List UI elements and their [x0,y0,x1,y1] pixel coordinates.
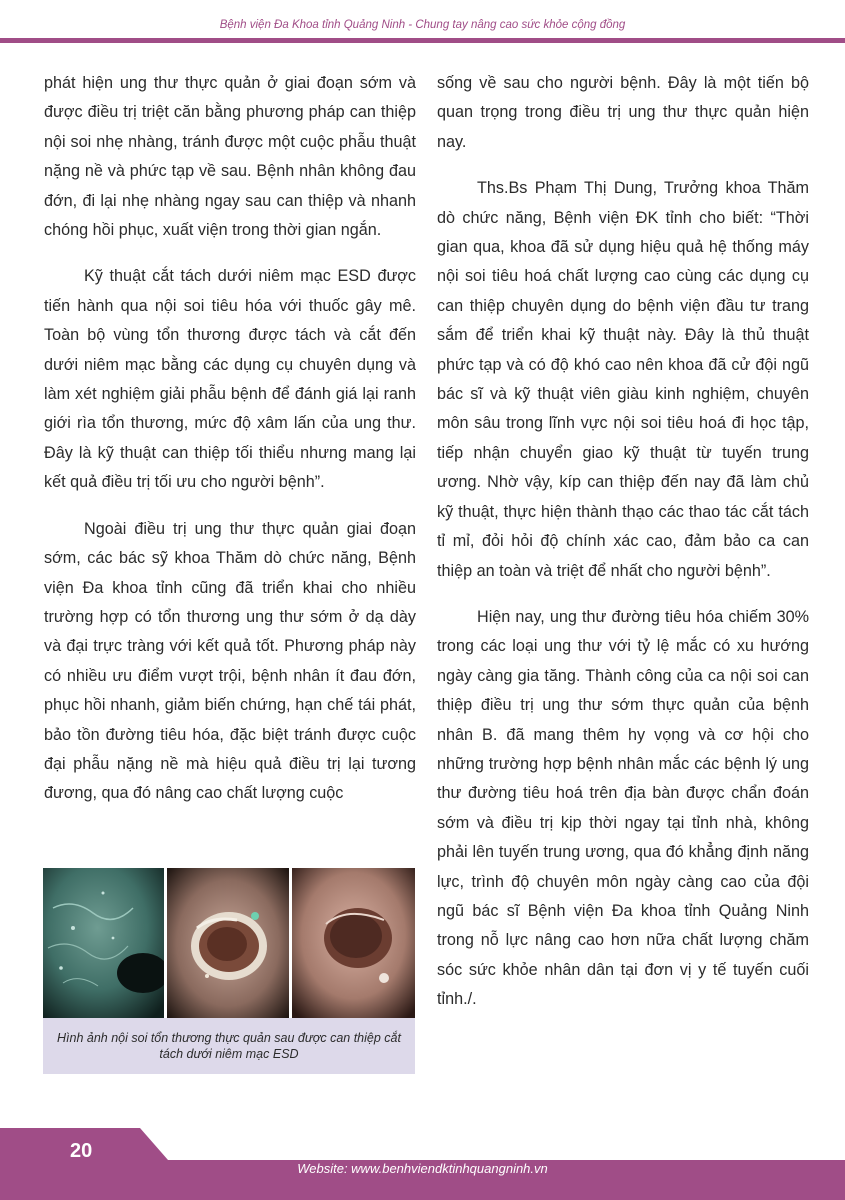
left-column [44,69,416,826]
caption-box [43,1018,415,1074]
paragraph: Ths.Bs Phạm Thị Dung, Trưởng khoa Thăm dò chức năng, Bệnh viện ĐK tỉnh cho biết: “Thời gian qua, khoa đã sử dụng hiệu quả hệ thống máy nội soi tiêu hoá chất lượng cao cùng các dụng cụ can thiệp chuyên dụng do bệnh viện đầu tư trang sắm để triển khai kỹ thuật này. Đây là thủ thuật phức tạp và có độ khó cao nên khoa đã cử đội ngũ bác sĩ và kỹ thuật viên giàu kinh nghiệm, chuyên môn sâu trong lĩnh vực nội soi tiêu hoá đi học tập, tiếp nhận chuyển giao kỹ thuật từ tuyến trung ương. Nhờ vậy, kíp can thiệp đến nay đã làm chủ kỹ thuật, thực hiện thành thạo các thao tác cắt tách tỉ mỉ, đỏi hỏi độ chính xác cao, đảm bảo ca can thiệp an toàn và triệt để nhất cho người bệnh”. [437,179,809,580]
paragraph: Ngoài điều trị ung thư thực quản giai đoạn sớm, các bác sỹ khoa Thăm dò chức năng, Bệnh viện Đa khoa tỉnh cũng đã triển khai cho nhiều trường hợp có tổn thương ung thư sớm ở dạ dày và đại trực tràng với kết quả tốt. Phương pháp này có nhiều ưu điểm vượt trội, bệnh nhân ít đau đớn, phục hồi nhanh, giảm biến chứng, hạn chế tái phát, bảo tồn đường tiêu hóa, đặc biệt tránh được cuộc đại phẫu nặng nề mà hiệu quả điều trị lại tương đương, qua đó nâng cao chất lượng cuộc [44,519,416,803]
endoscopy-figure [43,868,415,1074]
page-footer [0,1128,845,1200]
figure-caption: Hình ảnh nội soi tổn thương thực quản sau được can thiệp cắt tách dưới niêm mạc ESD [57,1031,401,1061]
page-header [0,0,845,44]
endoscopy-image-1 [43,868,164,1018]
endoscopy-image-2 [167,868,289,1018]
paragraph: phát hiện ung thư thực quản ở giai đoạn sớm và được điều trị triệt căn bằng phương pháp can thiệp nội soi nhẹ nhàng, tránh được một cuộc phẫu thuật nặng nề và phức tạp về sau. Bệnh nhân không đau đớn, đi lại nhẹ nhàng ngay sau can thiệp và nhanh chóng hồi phục, xuất viện trong thời gian ngắn. [44,74,416,240]
page-number: 20 [70,1140,93,1162]
header-title: Bệnh viện Đa Khoa tỉnh Quảng Ninh - Chung tay nâng cao sức khỏe cộng đồng [219,19,626,31]
paragraph: Hiện nay, ung thư đường tiêu hóa chiếm 30% trong các loại ung thư với tỷ lệ mắc có xu hướng ngày càng gia tăng. Thành công của ca nội soi can thiệp điều trị ung thư sớm thực quản của bệnh nhân B. đã mang thêm hy vọng và cơ hội cho những trường hợp bệnh nhân mắc các bệnh lý ung thư đường tiêu hoá trên địa bàn được chẩn đoán sớm và điều trị kịp thời ngay tại tỉnh nhà, không phải lên tuyến trung ương, qua đó khẳng định năng lực, trình độ chuyên môn ngày càng cao của đội ngũ bác sĩ Bệnh viện Đa khoa tỉnh Quảng Ninh trong nỗ lực nâng cao hơn nữa chất lượng chăm sóc sức khỏe nhân dân tại đơn vị y tế tuyến cuối tỉnh./. [437,607,809,1009]
website-link[interactable]: Website: www.benhviendktinhquangninh.vn [297,1161,548,1176]
endoscopy-image-3 [292,868,415,1018]
paragraph: sống về sau cho người bệnh. Đây là một tiến bộ quan trọng trong điều trị ung thư thực quản hiện nay. [437,74,809,151]
header-rule [0,38,845,43]
right-column [437,69,809,1032]
endoscopy-images [43,868,415,1018]
paragraph: Kỹ thuật cắt tách dưới niêm mạc ESD được tiến hành qua nội soi tiêu hóa với thuốc gây mê. Toàn bộ vùng tổn thương được tách và cắt đến dưới niêm mạc bằng các dụng cụ chuyên dụng và làm xét nghiệm giải phẫu bệnh để đánh giá lại ranh giới rìa tổn thương, mức độ xâm lấn của ung thư. Đây là kỹ thuật can thiệp tối thiểu nhưng mang lại kết quả điều trị tối ưu cho người bệnh”. [44,267,416,492]
